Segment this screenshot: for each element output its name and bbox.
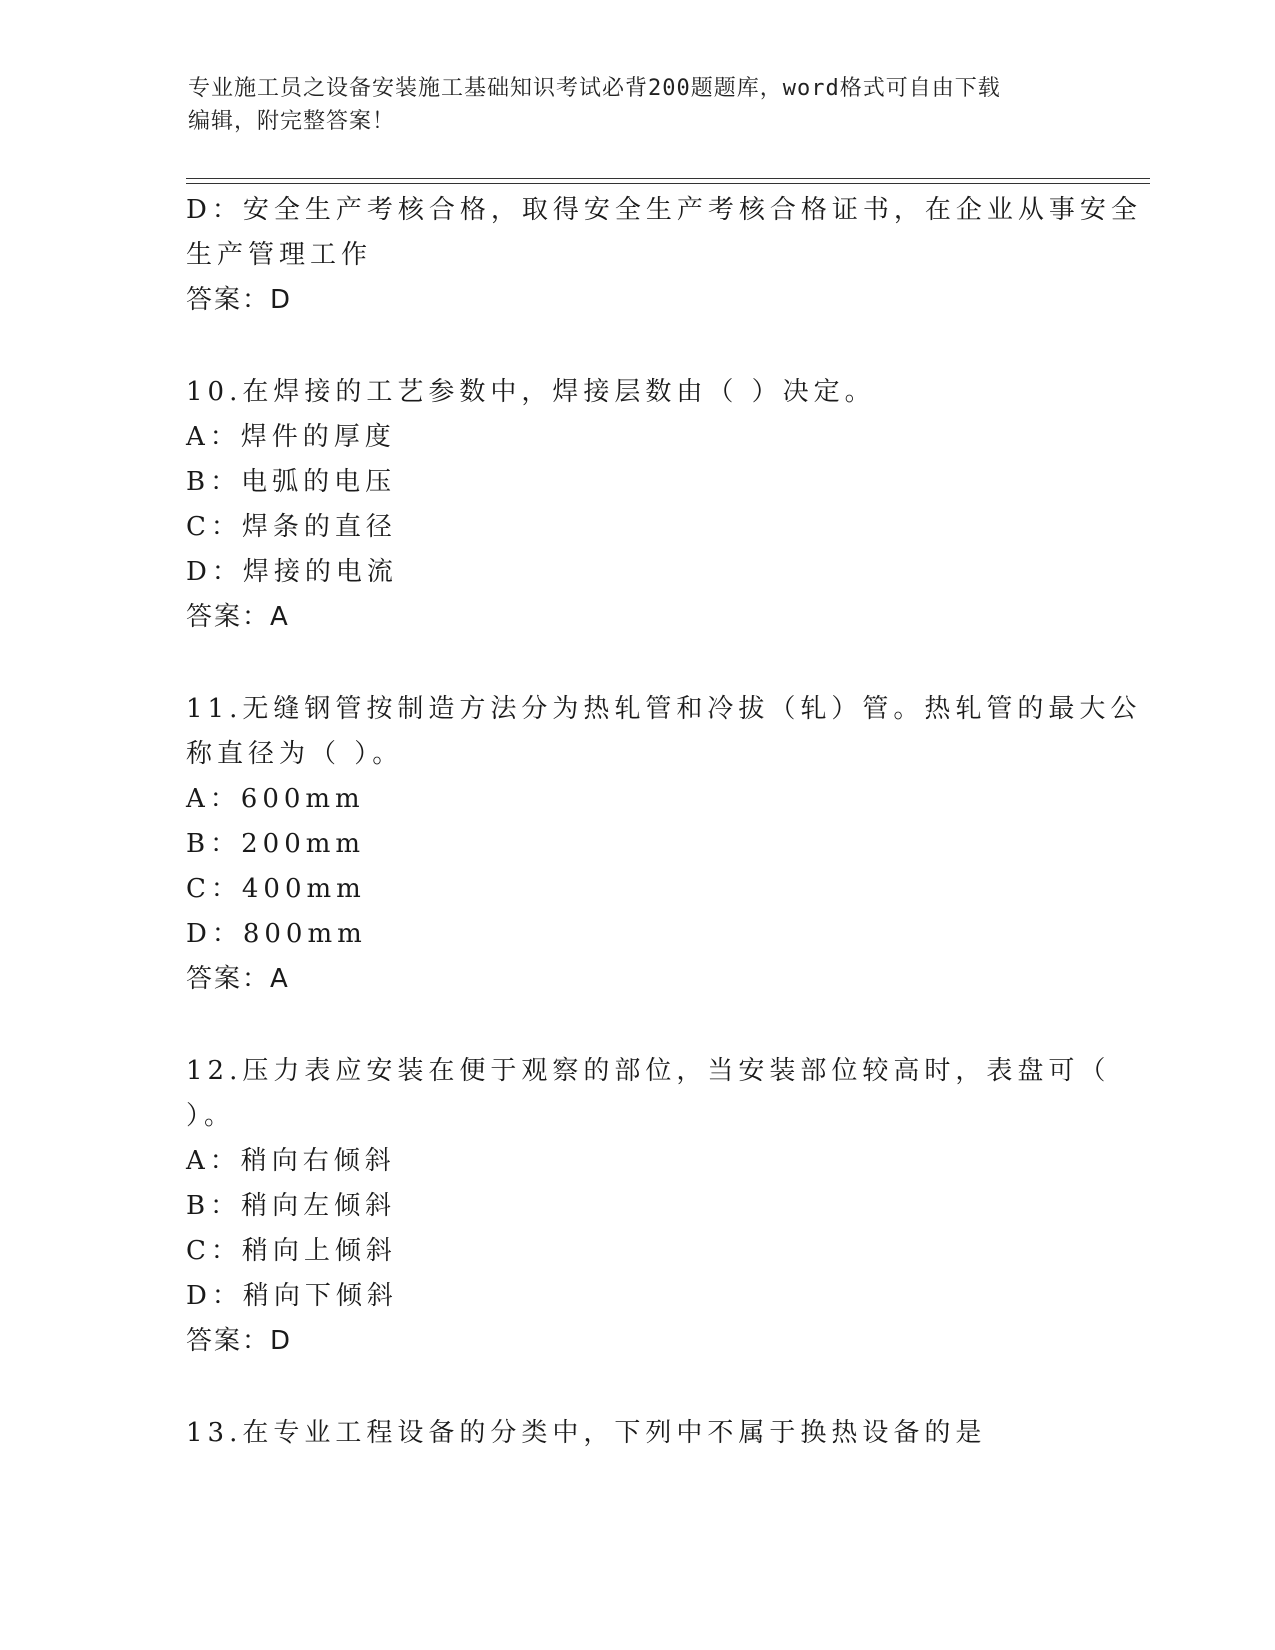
header-divider-top	[186, 178, 1150, 179]
option-c: C：稍向上倾斜	[186, 1236, 397, 1266]
option-d: D：800mm	[186, 919, 367, 949]
option-b: B：电弧的电压	[186, 467, 397, 497]
option-d: D：稍向下倾斜	[186, 1281, 398, 1311]
question-block-11	[186, 687, 1142, 1002]
answer-line: 答案：A	[186, 602, 290, 632]
answer-line: 答案：A	[186, 964, 290, 994]
option-c: C：焊条的直径	[186, 512, 397, 542]
question-title-line-2: ）。	[186, 1101, 236, 1131]
spacer	[186, 1002, 1086, 1049]
option-b: B：200mm	[186, 829, 366, 859]
spacer	[186, 640, 1086, 687]
option-d-line-2: 生产管理工作	[186, 240, 373, 270]
spacer	[186, 323, 1086, 370]
question-title-line-1: 12.压力表应安装在便于观察的部位，当安装部位较高时，表盘可（	[186, 1056, 1111, 1086]
option-a: A：焊件的厚度	[186, 422, 396, 452]
option-a: A：600mm	[186, 784, 365, 814]
answer-line: 答案：D	[186, 1326, 293, 1356]
header-divider-bottom	[186, 183, 1150, 184]
question-block-12	[186, 1049, 1111, 1364]
option-d: D：焊接的电流	[186, 557, 398, 587]
question-title: 13.在专业工程设备的分类中，下列中不属于换热设备的是	[186, 1418, 987, 1448]
question-block-10	[186, 370, 1086, 640]
question-title-line-2: 称直径为（ ）。	[186, 739, 404, 769]
answer-line: 答案：D	[186, 285, 293, 315]
header-line-1: 专业施工员之设备安装施工基础知识考试必背200题题库，word格式可自由下载	[188, 76, 1001, 101]
option-a: A：稍向右倾斜	[186, 1146, 396, 1176]
question-title: 10.在焊接的工艺参数中，焊接层数由（ ）决定。	[186, 377, 876, 407]
question-list	[186, 188, 1142, 1456]
document-header	[188, 72, 1068, 138]
question-title-line-1: 11.无缝钢管按制造方法分为热轧管和冷拔（轧）管。热轧管的最大公	[186, 694, 1142, 724]
question-block-13	[186, 1411, 1086, 1456]
question-block-9-tail	[186, 188, 1142, 323]
option-c: C：400mm	[186, 874, 366, 904]
option-b: B：稍向左倾斜	[186, 1191, 397, 1221]
header-line-2: 编辑，附完整答案！	[188, 109, 396, 134]
option-d-line-1: D：安全生产考核合格，取得安全生产考核合格证书，在企业从事安全	[186, 195, 1142, 225]
spacer	[186, 1364, 1086, 1411]
